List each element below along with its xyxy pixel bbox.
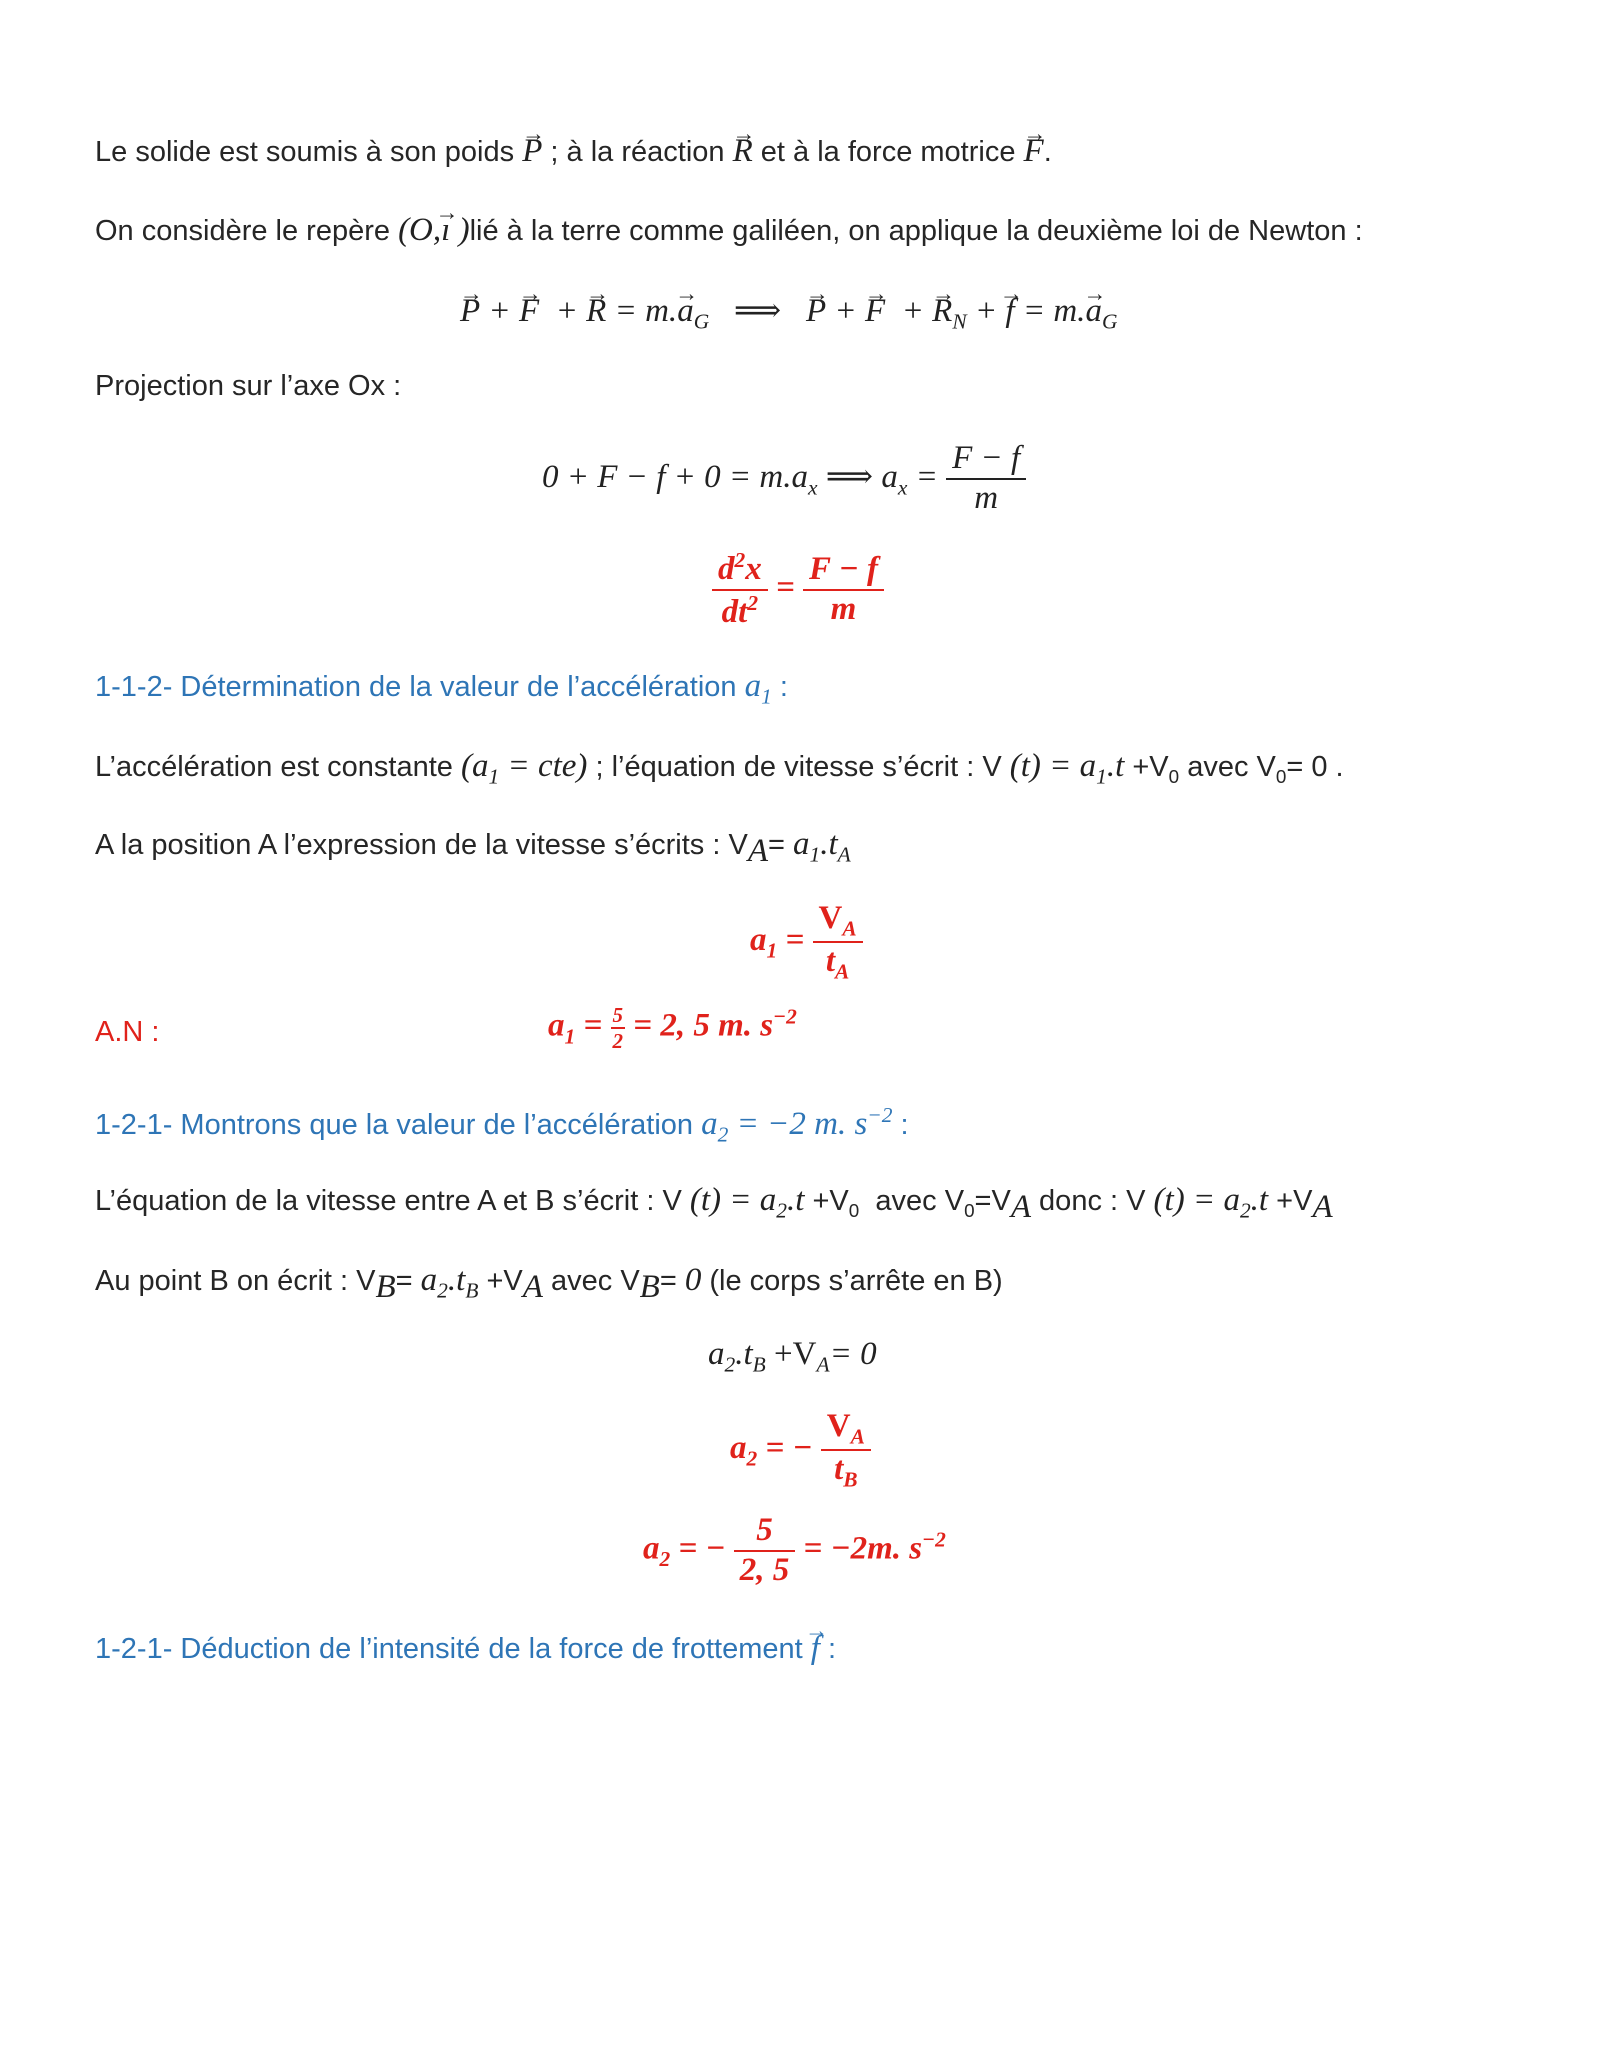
statement-point-B: Au point B on écrit : $V_B= a_2.t_B +V_A$ avec $V_B= 0$ (le corps s’arrête en B) [95, 1262, 1003, 1305]
constant-text-3: avec [1179, 751, 1257, 783]
point-B-text-2: avec [542, 1265, 621, 1297]
heading-acceleration-a1: 1-1-2- Détermination de la valeur de l’accélération $a_1$ : [95, 668, 788, 709]
projection-label: Projection sur l’axe Ox : [95, 370, 402, 402]
equation-newton: → P + → F + → $R = m.\to a_G$ ⟹ → P + → F + → $R_N$ + → $f = m.\to a_G$ [460, 290, 1117, 335]
statement-velocity-A: A la position A l’expression de la vitesse s’écrits : $V_A= a_1.t_A$ [95, 826, 851, 869]
heading-friction-force: 1-2-1- Déduction de l’intensité de la force de frottement → f : [95, 1630, 836, 1667]
equation-projection: $0 + F - f + 0 = m.a_x$ ⟹ $a_x$ = $\frac{F - f}{m}$ [542, 440, 1026, 518]
heading-friction-text: 1-2-1- Déduction de l’intensité de la force de frottement [95, 1633, 811, 1665]
frame-text-2: lié à la terre comme galiléen, on applique la deuxième loi de Newton : [469, 215, 1363, 247]
equation-a1-formula: $a_1$ = $\frac{V_A}{t_A}$ [750, 900, 863, 985]
forces-text-3: et à la force motrice [752, 136, 1024, 168]
equation-stop-condition: $a_2.t_B +V_A= 0$ [708, 1336, 877, 1377]
constant-text-2: ; l’équation de vitesse s’écrit : [587, 751, 983, 783]
equation-differential: $\frac{d^2x}{dt^2}$ = $\frac{F - f}{m}$ [712, 548, 884, 632]
equation-a1-value: $a_1$ = $\frac{5}{2}$ = 2, 5 m. $s^{-2}$ [548, 1003, 797, 1054]
statement-forces: Le solide est soumis à son poids → P ; à la réaction → R et à la force motrice → F. [95, 133, 1052, 170]
point-B-text-3: (le corps s’arrête en B) [701, 1265, 1003, 1297]
heading-acceleration-a2: 1-2-1- Montrons que la valeur de l’accélération $a_2 = -2$ m. $s^{-2}$ : [95, 1103, 909, 1147]
velocity-AB-text-1: L’équation de la vitesse entre A et B s’écrit : [95, 1185, 663, 1217]
statement-constant-acceleration: L’accélération est constante $(a_1 = cte)$ ; l’équation de vitesse s’écrit : V $(t) = a_1.t +V_0$ avec $V_0= 0$ . [95, 748, 1344, 789]
numerical-application-label: A.N : [95, 1016, 160, 1048]
statement-frame: On considère le repère (O,→ ı )lié à la terre comme galiléen, on applique la deuxième loi de Newton : [95, 212, 1363, 249]
equation-a2-value: $a_2$ = − $\frac{5}{2, 5}$ = −2m. $s^{-2}$ [643, 1512, 946, 1588]
point-B-text-1: Au point B on écrit : [95, 1265, 357, 1297]
velocity-A-text: A la position A l’expression de la vitesse s’écrits : [95, 829, 729, 861]
frame-text-1: On considère le repère [95, 215, 399, 247]
velocity-AB-text-2: avec [875, 1185, 945, 1217]
statement-velocity-AB: L’équation de la vitesse entre A et B s’écrit : V $(t) = a_2.t +V_0$ avec $V_0=V_A$ donc : V $(t) = a_2.t +V_A$ [95, 1182, 1333, 1225]
heading-a1-text: 1-1-2- Détermination de la valeur de l’accélération [95, 671, 745, 703]
forces-text-1: Le solide est soumis à son poids [95, 136, 523, 168]
constant-text-1: L’accélération est constante [95, 751, 461, 783]
heading-a2-text: 1-2-1- Montrons que la valeur de l’accélération [95, 1109, 702, 1141]
equation-a2-formula: $a_2$ = − $\frac{V_A}{t_B}$ [730, 1408, 871, 1493]
velocity-AB-text-3: donc : [1031, 1185, 1127, 1217]
forces-text-2: ; à la réaction [542, 136, 733, 168]
